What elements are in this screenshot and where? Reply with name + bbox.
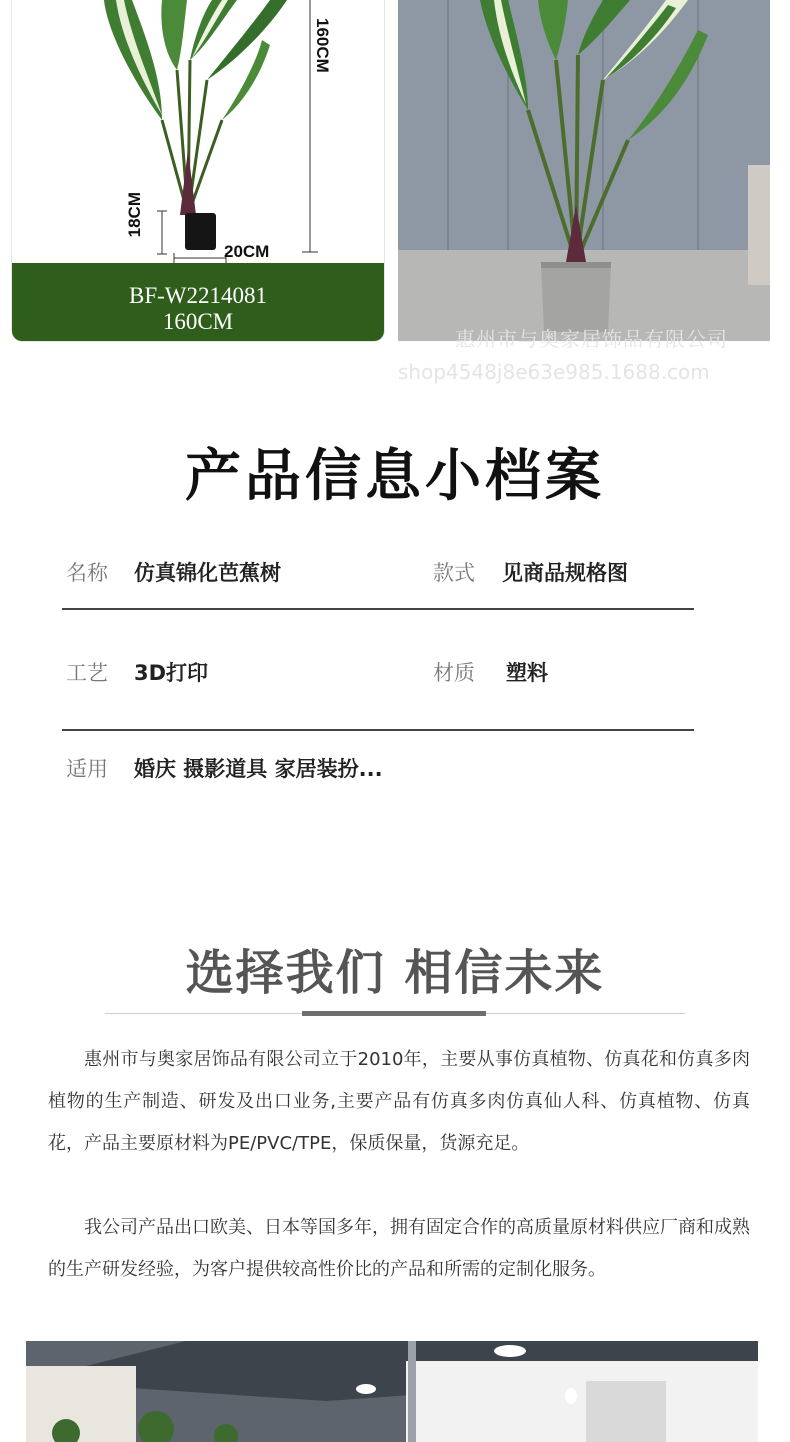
info-row-craft-material	[62, 657, 694, 689]
value-name: 仿真锦化芭蕉树	[134, 561, 281, 585]
label-material: 材质	[433, 661, 475, 685]
info-section-title: 产品信息小档案	[185, 444, 605, 509]
pot-height-label: 18CM	[125, 192, 144, 238]
showroom-photo	[26, 1341, 758, 1442]
label-name: 名称	[66, 561, 108, 585]
model-band	[12, 263, 384, 341]
plant-height-label: 160CM	[313, 18, 332, 73]
watermark-shop-url: shop4548j8e63e985.1688.com	[398, 360, 710, 384]
label-style: 款式	[433, 561, 475, 585]
product-photo	[398, 0, 770, 341]
model-code: BF-W2214081	[129, 283, 267, 308]
watermark-company: 惠州市与奥家居饰品有限公司	[455, 327, 728, 351]
showroom-drawing	[26, 1341, 758, 1442]
product-dimension-card	[12, 0, 384, 341]
value-material: 塑料	[506, 661, 548, 685]
model-size: 160CM	[162, 309, 234, 334]
value-craft: 3D打印	[134, 661, 209, 685]
value-style: 见商品规格图	[502, 561, 628, 585]
info-divider	[62, 729, 694, 731]
label-usage: 适用	[66, 757, 108, 781]
info-divider	[62, 608, 694, 610]
about-section-title: 选择我们 相信未来	[185, 945, 605, 1001]
title-underline	[302, 1011, 486, 1016]
pot-width-label: 20CM	[224, 242, 270, 261]
about-paragraph-1: 惠州市与奥家居饰品有限公司立于2010年，主要从事仿真植物、仿真花和仿真多肉植物的生产制造、研发及出口业务,主要产品有仿真多肉仿真仙人科、仿真植物、仿真花，产品主要原材料为PE/PVC/TPE，保质保量，货源充足。	[48, 1049, 750, 1154]
label-craft: 工艺	[66, 661, 108, 685]
plant-photo-drawing	[398, 0, 770, 341]
about-paragraph-2: 我公司产品出口欧美、日本等国多年，拥有固定合作的高质量原材料供应厂商和成熟的生产研发经验，为客户提供较高性价比的产品和所需的定制化服务。	[48, 1217, 750, 1280]
info-row-usage	[62, 753, 694, 785]
value-usage: 婚庆 摄影道具 家居装扮...	[134, 757, 383, 781]
info-row-name-style	[62, 557, 694, 589]
